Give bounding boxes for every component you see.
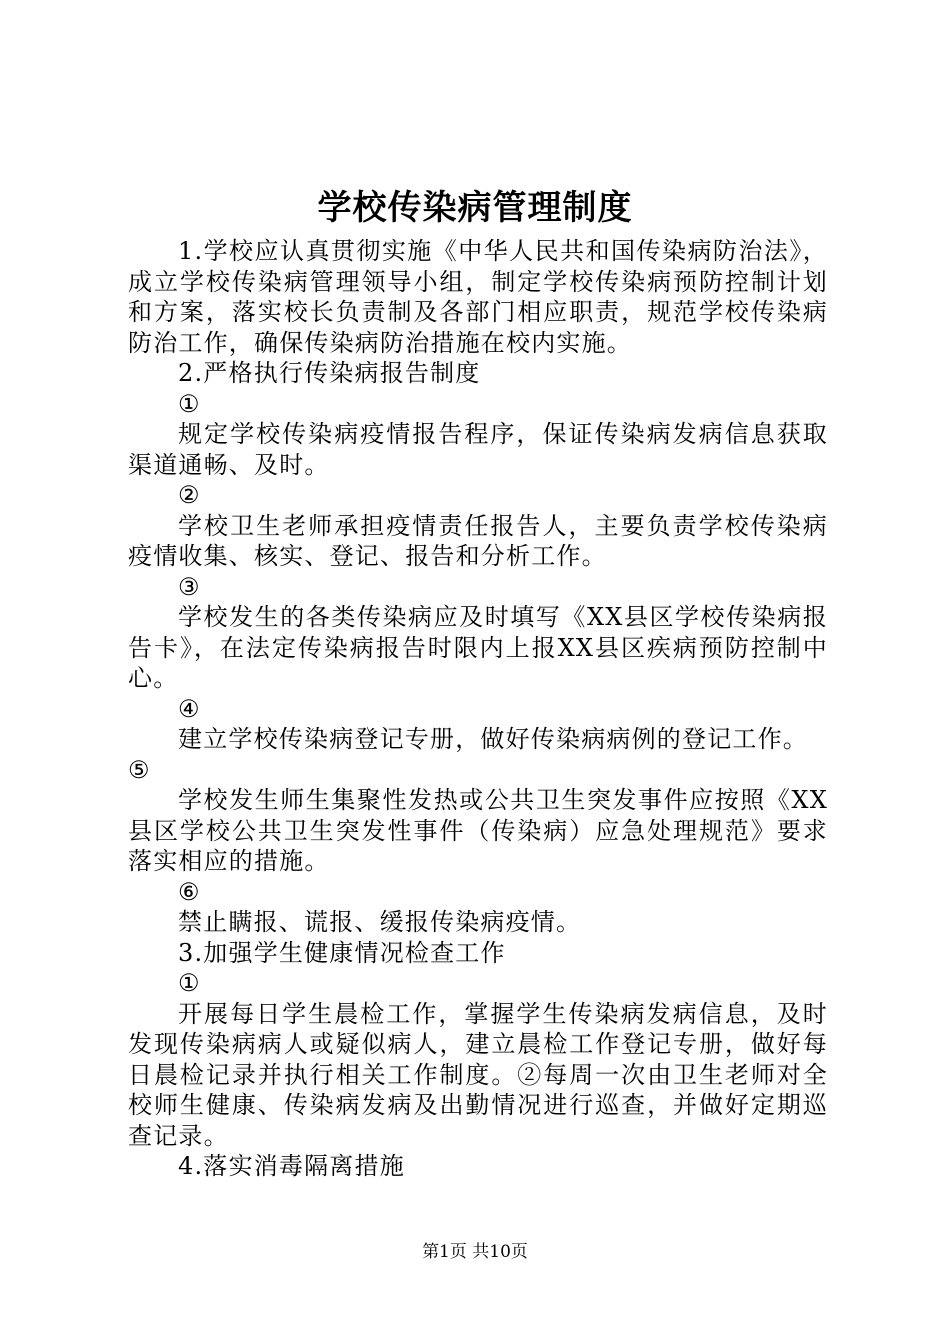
document-title: 学校传染病管理制度 — [317, 188, 633, 228]
item-marker-5: ⑤ — [128, 755, 151, 784]
item-marker-6: ⑥ — [178, 877, 201, 906]
document-body — [128, 236, 828, 1182]
section-heading-3: 3.加强学生健康情况检查工作 — [178, 938, 506, 967]
paragraph-1: 1.学校应认真贯彻实施《中华人民共和国传染病防治法》，成立学校传染病管理领导小组，制定学校传染病预防控制计划和方案，落实校长负责制及各部门相应职责，规范学校传染病防治工作，确保传染病防治措施在校内实施。 — [128, 237, 828, 357]
page-number-footer: 第1页 共10页 — [422, 1242, 528, 1262]
item-marker-4: ④ — [178, 694, 201, 723]
paragraph-2-6: 禁止瞒报、谎报、缓报传染病疫情。 — [178, 908, 582, 936]
paragraph-2-2: 学校卫生老师承担疫情责任报告人，主要负责学校传染病疫情收集、核实、登记、报告和分析工作。 — [128, 511, 828, 570]
item-marker-1: ① — [178, 389, 201, 418]
item-marker-3: ③ — [178, 572, 201, 601]
paragraph-2-5: 学校发生师生集聚性发热或公共卫生突发事件应按照《XX县区学校公共卫生突发性事件（传染病）应急处理规范》要求落实相应的措施。 — [128, 786, 828, 875]
item-marker-3-1: ① — [178, 969, 201, 997]
paragraph-2-3: 学校发生的各类传染病应及时填写《XX县区学校传染病报告卡》，在法定传染病报告时限内上报XX县区疾病预防控制中心。 — [128, 603, 828, 692]
paragraph-2-4: 建立学校传染病登记专册，做好传染病病例的登记工作。 — [178, 725, 808, 753]
item-marker-2: ② — [178, 481, 201, 509]
paragraph-3-1: 开展每日学生晨检工作，掌握学生传染病发病信息，及时发现传染病病人或疑似病人，建立晨检工作登记专册，做好每日晨检记录并执行相关工作制度。②每周一次由卫生老师对全校师生健康、传染病发病及出勤情况进行巡查，并做好定期巡查记录。 — [128, 999, 828, 1150]
section-heading-2: 2.严格执行传染病报告制度 — [178, 359, 481, 387]
section-heading-4: 4.落实消毒隔离措施 — [178, 1152, 405, 1180]
paragraph-2-1: 规定学校传染病疫情报告程序，保证传染病发病信息获取渠道通畅、及时。 — [128, 420, 828, 479]
